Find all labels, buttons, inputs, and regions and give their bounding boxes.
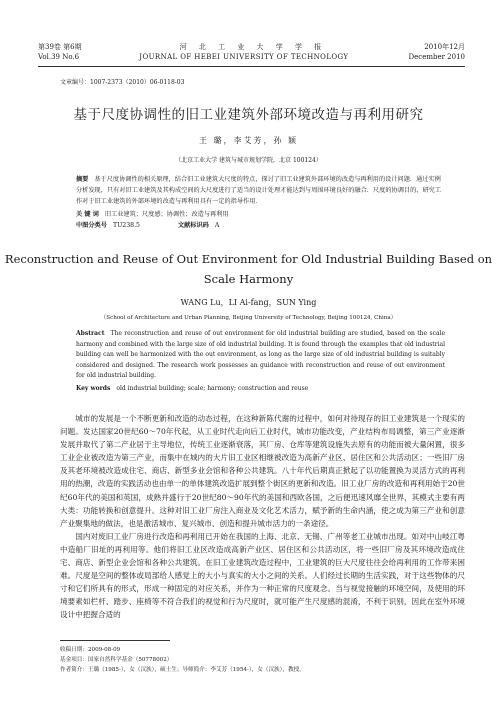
journal-name-cn: 河 北 工 业 大 学 学 报 (179, 43, 327, 51)
abstract-cn (76, 174, 445, 207)
classification-label: 中图分类号 (76, 222, 107, 229)
running-header (38, 42, 465, 62)
date-cn: 2010年12月 (424, 43, 465, 51)
abstract-cn-label: 摘要 (76, 176, 89, 183)
volume-issue-en: Vol.39 No.6 (38, 53, 80, 61)
classification-line (76, 220, 445, 231)
title-cn: 基于尺度协调性的旧工业建筑外部环境改造与再利用研究 (73, 107, 424, 123)
footnotes (60, 645, 465, 675)
keywords-cn-label: 关 键 词 (76, 211, 99, 218)
classification-value: TU238.5 (112, 222, 140, 229)
affiliation-cn: （北京工业大学 建筑与城市规划学院，北京 100124） (175, 157, 322, 164)
authors-cn: 王 璐，李艾芳，孙 颖 (198, 136, 299, 145)
abstract-en-text: The reconstruction and reuse of out environment for old industrial building are studied, based on the scale harmony and combined with the large size of old industrial building. It is found through the examples that old industrial building can well be harmonized with the out environment, as long as the large size of old industrial building is suitably considered and designed. The research work possesses an guidance with reconstruction and reuse of out environment for old industrial building. (76, 330, 445, 380)
doc-code-value: A (214, 222, 220, 229)
journal-name-en: JOURNAL OF HEBEI UNIVERSITY OF TECHNOLOGY (139, 53, 349, 61)
keywords-en-text: old industrial building; scale; harmony; construction and reuse (116, 385, 309, 392)
volume-issue-cn: 第39卷 第6期 (38, 43, 82, 51)
keywords-en (76, 385, 445, 392)
authors-en: WANG Lu，LI Ai-fang，SUN Ying (180, 298, 317, 307)
body-paragraph: 国内对废旧工业厂房进行改造和再利用已开始在我国的上海、北京、无锡、广州等老工业城市出现。如对中山岐江粤中造船厂旧址的再利用等。他们将旧工业区改造成高新产业区、居住区和公共活动区，将一些旧厂房及其环境改造成住宅、商店、新型企业会馆和各种公共建筑。在旧工业建筑改造过程中，工业建筑的巨大尺度往往会给再利用的工作带来困难。尺度是空间的整体或局部给人感觉上的大小与真实的大小之间的关系。人们经过长期的生活实践，对于这些物体的尺寸和它们所具有的形式，形成一种固定的对应关系，并作为一种正常的尺度观念。当与视觉接触的环境空间，及使用的环境要素如栏杆、踏步、座椅等不符合我们的视觉和行为尺度时，就可能产生尺度感的混淆，不利于识别，因此在室外环境设计中把握合适的 (60, 531, 465, 620)
abstract-en (76, 329, 445, 382)
keywords-cn (76, 209, 445, 220)
abstract-en-label: Abstract (76, 330, 105, 337)
body-paragraph: 城市的发展是一个不断更新和改造的动态过程，在这种新陈代谢的过程中，如何对待现存的旧工业建筑是一个现实的问题。发达国家20世纪60～70年代起，从工业时代走向后工业时代，城市功能改变，产业结构布局调整，第三产业逐渐发展并取代了第二产业居于主导地位，传统工业逐渐衰落，其厂房、仓库等建筑设施失去原有的功能而被大量闲置，很多工业企业被改造为第三产业，而集中在城内的大片旧工业区相继被改造为高新产业区、居住区和公共活动区；一些旧厂房及其老环境被改造成住宅、商店、新型多业会馆和各种公共建筑。八十年代后期真正掀起了以功能置换为灵活方式的再利用的热潮，改造的实践活动也由单一的单体建筑改造扩展到整个街区的更新和改造。旧工业厂房的改造和再利用始于20世纪60年代的美国和英国，成熟并盛行于20世纪80～90年代的美国和西欧各国，之后便迅速风靡全世界，其模式主要有两大类：功能转换和创意提升。这种对旧工业厂房注入商业及文化艺术活力，赋予新的生命内涵，使之成为第三产业和创意产业聚集地的做法，也是激活城市、复兴城市、创造和提升城市活力的一条途径。 (60, 414, 465, 528)
footnote-received: 收稿日期：2009-08-09 (60, 647, 121, 653)
footnote-rule (60, 640, 170, 641)
header-rule (38, 66, 465, 67)
keywords-cn-text: 旧工业建筑；尺度感；协调性；改造与再利用 (104, 211, 229, 218)
doc-code-label: 文献标识码 (177, 222, 209, 229)
affiliation-en: （School of Architecture and Urban Planning, Beijing University of Technology, Beijing 100124, China） (100, 315, 397, 321)
body-text (60, 412, 465, 622)
date-en: December 2010 (408, 53, 465, 61)
keywords-en-label: Key words (76, 385, 111, 392)
footnote-funding: 基金项目：国家自然科学基金（50778002） (60, 657, 173, 663)
abstract-cn-text: 基于尺度协调性的相关原理，结合旧工业建筑大尺度的特点，探讨了旧工业建筑外部环境的改造与再利用的设计问题．通过实例分析发现，只有对旧工业建筑及其构成空间的大尺度进行了适当的设计处理才能达到与周围环境良好的融合．尺度的协调目的，研究工作对于旧工业建筑的外部环境的改造与再利用具有一定的指导作用． (76, 176, 442, 205)
title-en: Reconstruction and Reuse of Out Environment for Old Industrial Building Based on Scale Harmony (4, 252, 493, 286)
article-number: 文章编号：1007-2373（2010）06-0118-03 (60, 79, 185, 86)
footnote-author: 作者简介：王璐（1985-），女（汉族），硕士生；导师简介：李艾芳（1954-），女（汉族），教授。 (60, 667, 305, 673)
